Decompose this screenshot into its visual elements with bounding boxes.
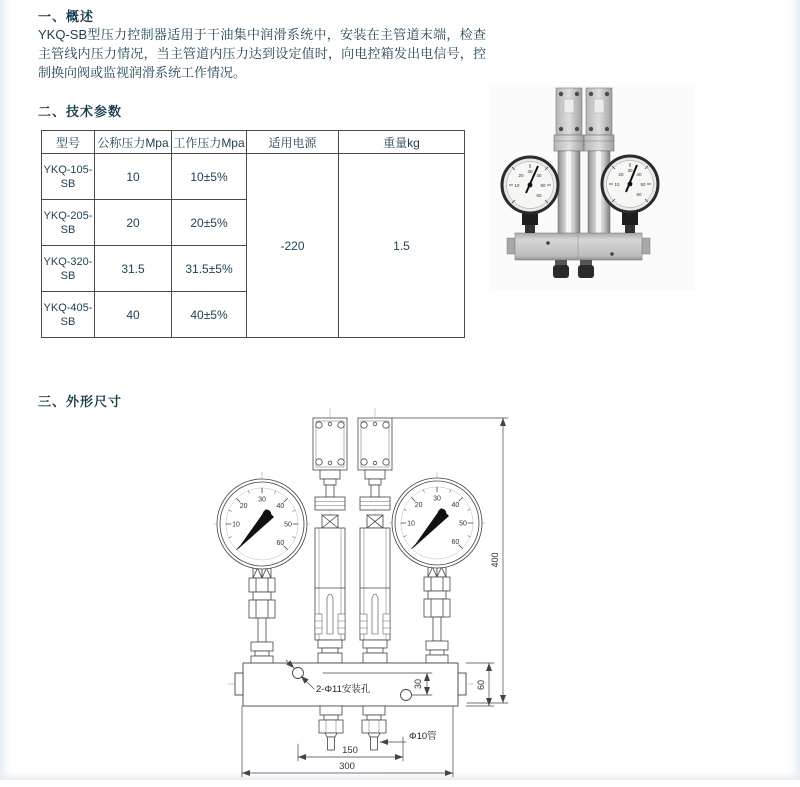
drawing-gauge-fitting [424, 557, 450, 663]
drawing-pressure-gauge [217, 479, 307, 569]
dim-label-300: 300 [339, 761, 355, 772]
drawing-controller-cylinder [313, 418, 347, 663]
photo-gauge-number: 40 [536, 173, 542, 178]
col-header-model: 型号 [42, 131, 95, 154]
drawing-outlet-fitting [319, 706, 343, 750]
drawing-outlet-fitting [362, 706, 386, 750]
photo-gauge-number: 50 [540, 183, 546, 188]
section-heading-dimensions: 三、外形尺寸 [38, 394, 123, 409]
dim-label-400: 400 [490, 552, 500, 568]
drawing-controller-cylinder [358, 418, 392, 663]
photo-gauge-number: 10 [614, 182, 620, 187]
drawing-pressure-gauge [392, 478, 482, 568]
cell-model: YKQ-405-SB [42, 292, 95, 338]
section-heading-specs: 二、技术参数 [38, 104, 123, 119]
table-header-row [42, 131, 465, 154]
photo-gauge-number: 30 [527, 169, 533, 174]
cell-model: YKQ-320-SB [42, 246, 95, 292]
photo-gauge-number: 60 [536, 193, 542, 198]
photo-gauge-number: 10 [514, 183, 520, 188]
pipe-label: Φ10管 [409, 731, 437, 742]
cell-nominal: 10 [95, 154, 172, 200]
cell-working: 20±5% [172, 200, 247, 246]
page-edge-left [0, 0, 10, 780]
dimension-drawing: 10 20 30 40 50 60 400 60 30 150 300 2-Φ11安装孔 Φ10管 [210, 402, 510, 782]
product-photo [490, 85, 695, 290]
mount-holes-label: 2-Φ11安装孔 [316, 684, 371, 695]
dim-label-30: 30 [413, 678, 423, 690]
dim-label-150: 150 [342, 745, 358, 756]
photo-gauge-number: 60 [636, 192, 642, 197]
col-header-power: 适用电源 [247, 131, 339, 154]
photo-gauge-number: 40 [636, 172, 642, 177]
cell-nominal: 20 [95, 200, 172, 246]
cell-weight: 1.5 [339, 154, 465, 338]
col-header-nominal-pressure: 公称压力Mpa [95, 131, 172, 154]
photo-gauge-number: 30 [627, 168, 633, 173]
col-header-working-pressure: 工作压力Mpa [172, 131, 247, 154]
photo-manifold-block [507, 233, 650, 260]
page-edge-right [790, 0, 800, 780]
dim-label-60: 60 [476, 679, 486, 691]
mounting-hole [401, 690, 412, 701]
cell-nominal: 31.5 [95, 246, 172, 292]
photo-controller-cylinder [554, 88, 584, 252]
section-heading-overview: 一、概述 [38, 9, 95, 24]
photo-gauge-number: 20 [618, 172, 624, 177]
cell-working: 10±5% [172, 154, 247, 200]
drawing-gauge-fitting [249, 558, 275, 664]
cell-power: -220 [247, 154, 339, 338]
cell-model: YKQ-105-SB [42, 154, 95, 200]
spec-table [41, 130, 465, 338]
cell-working: 40±5% [172, 292, 247, 338]
overview-paragraph: YKQ-SB型压力控制器适用于干油集中润滑系统中，安装在主管道末端，检查主管线内压力情况，当主管道内压力达到设定值时，向电控箱发出电信号，控制换向阀或监视润滑系统工作情况。 [38, 27, 486, 80]
cell-working: 31.5±5% [172, 246, 247, 292]
photo-gauge-number: 50 [640, 182, 646, 187]
cell-nominal: 40 [95, 292, 172, 338]
col-header-weight: 重量kg [339, 131, 465, 154]
photo-gauge-number: 20 [518, 173, 524, 178]
table-row [42, 154, 465, 200]
cell-model: YKQ-205-SB [42, 200, 95, 246]
